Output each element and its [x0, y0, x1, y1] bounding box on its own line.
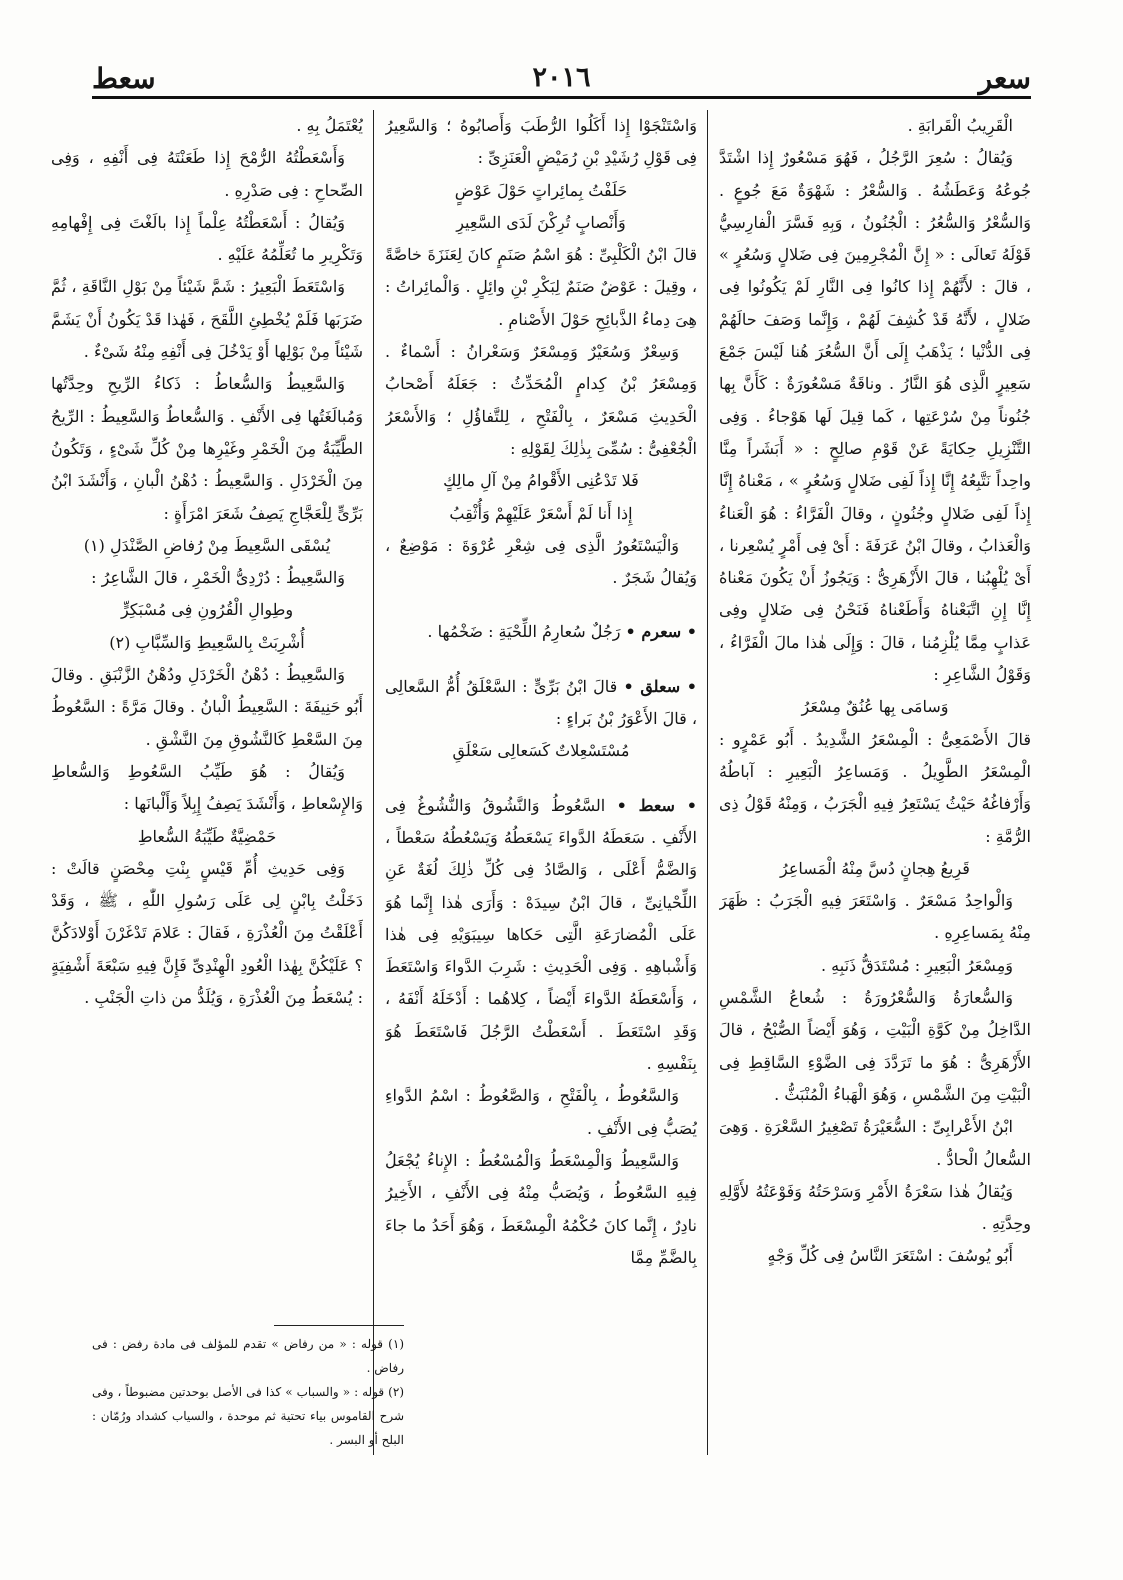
- paragraph: وَالْيَسْتَعُورُ الَّذِى فِى شِعْرِ عُرْوَةَ : مَوْضِعٌ ، وَيُقالُ شَجَرٌ .: [385, 535, 697, 588]
- verse-line: فَلا تَدْعُنِى الأَقْوامُ مِنْ آلِ مالِكٍ: [443, 471, 639, 491]
- paragraph: أَبُو يُوسُفَ : اسْتَعَرَ النَّاسُ فِى كُلِّ وَجْهٍ: [767, 1246, 1013, 1266]
- paragraph: وَالسَّعِيطُ وَالسُّعاطُ : ذَكاءُ الرِّيحِ وحِدَّتُها وَمُبالَغَتُها فِى الأَنْفِ . وَالسُّعاطُ وَالسَّعِيطُ : الرِّيحُ الطَّيِّبَةُ مِنَ الْخَمْرِ وغَيْرِها مِنْ كُلِّ شَىْءٍ ، وَتَكُونُ مِنَ الْخَرْدَلِ . وَالسَّعِيطُ : دُهْنُ الْبانِ ، وَأَنْشَدَ ابْنُ بَرِّىٍّ لِلْعَجَّاجِ يَصِفُ شَعَرَ امْرَأَةٍ :: [51, 374, 363, 523]
- verse-line: وطِوالِ الْقُرُونِ فِى مُسْبَكِرٍّ: [120, 600, 294, 620]
- headword: • سعط •: [616, 795, 697, 815]
- paragraph: وَالسَّعِيطُ : دُرْدِىُّ الْخَمْرِ ، قالَ الشَّاعِرُ :: [91, 568, 345, 588]
- verse-line: حَمْضِيَّةٌ طَيِّبَةُ السُّعاطِ: [137, 826, 277, 846]
- paragraph: وَأَسْعَطْتُهُ الرُّمْحَ إِذا طَعَنْتَهُ فِى أَنْفِهِ ، وَفِى الصِّحاحِ : فِى صَدْرِهِ .: [51, 148, 363, 200]
- entry-text: قالَ ابْنُ بَرِّىٍّ : السَّعْلَقُ أُمُّ السَّعالِى ، قالَ الأَعْوَرُ بْنُ بَراءٍ :: [385, 676, 697, 729]
- paragraph: وَالسُّعارَةُ وَالسُّعْرُورَةُ : شُعاعُ الشَّمْسِ الدَّاخِلُ مِنْ كَوَّةِ الْبَيْتِ ، وَهُوَ أَيْضاً الصُّبْحُ ، قالَ الأَزْهَرِىُّ : هُوَ ما تَرَدَّدَ فِى الضَّوْءِ السَّاقِطِ فِى الْبَيْتِ مِنَ الشَّمْسِ ، وَهُوَ الْهَباءُ الْمُنْبَثُّ .: [719, 988, 1031, 1104]
- paragraph: وَالسَّعِيطُ وَالْمِسْعَطُ وَالْمُسْعُطُ : الإِناءُ يُجْعَلُ فِيهِ السَّعُوطُ ، وَيُصَبُّ مِنْهُ فِى الأَنْفِ ، الأَخِيرُ نادِرٌ ، إِنَّما كانَ حُكْمُهُ الْمِسْعَطَ ، وَهُوَ أَحَدُ ما جاءَ بِالضَّمِّ مِمَّا: [385, 1150, 697, 1267]
- page-number: ٢٠١٦: [532, 62, 591, 93]
- paragraph: قالَ ابْنُ الْكَلْبِىِّ : هُوَ اسْمُ صَنَمٍ كانَ لِعَنَزَةَ خاصَّةً ، وقِيلَ : عَوْضٌ صَنَمٌ لِبَكْرِ بْنِ وائِلٍ . وَالْمائِراتُ : هِىَ دِماءُ الذَّبائِحِ حَوْلَ الأَصْنامِ .: [385, 245, 697, 329]
- verse-line: وَأَنْصابٍ تُرِكْنَ لَدَى السَّعِيرِ: [456, 212, 626, 232]
- entry-text: السَّعُوطُ وَالنَّشُوقُ وَالنُّشُوغُ فِى الأَنْفِ . سَعَطَهُ الدَّواءَ يَسْعَطُهُ وَيَسْعُطُهُ سَعْطاً ، وَالضَّمُّ أَعْلَى ، وَالصَّادُ فِى كُلِّ ذٰلِكَ لُغَةٌ عَنِ اللِّحْيانِىِّ ، قالَ ابْنُ سِيدَهْ : وَأَرَى هٰذا إِنَّما هُوَ عَلَى الْمُضارَعَةِ الَّتِى حَكاها سِيبَوَيْهِ فِى هٰذا وَأَشْباهِهِ . وَفِى الْحَدِيثِ : شَرِبَ الدَّواءَ وَاسْتَعَطَ ، وَأَسْعَطَهُ الدَّواءَ أَيْضاً ، كِلاهُما : أَدْخَلَهُ أَنْفَهُ ، وَقَدِ اسْتَعَطَ . أَسْعَطْتُ الرَّجُلَ فَاسْتَعَطَ هُوَ بِنَفْسِهِ .: [385, 795, 697, 1074]
- paragraph: وَيُقالُ : أَسْعَطْتُهُ عِلْماً إِذا بالَغْتَ فِى إِفْهامِهِ وَتَكْرِيرِ ما تُعَلِّمُهُ عَلَيْهِ .: [51, 212, 363, 265]
- column-right: [719, 110, 1031, 1470]
- paragraph: وَيُقالُ : سُعِرَ الرَّجُلُ ، فَهُوَ مَسْعُورٌ إِذا اشْتَدَّ جُوعُهُ وَعَطَشُهُ . وَالسُّعْرُ : شَهْوَةٌ مَعَ جُوعٍ . وَالسُّعْرُ وَالسُّعُرُ : الْجُنُونُ ، وَبِهِ فَسَّرَ الْفارِسِيُّ قَوْلَهُ تَعالَى : « إِنَّ الْمُجْرِمِينَ فِى ضَلالٍ وَسُعُرٍ » ، قالَ : لأَنَّهُمْ إِذا كانُوا فِى النَّارِ لَمْ يَكُونُوا فِى ضَلالٍ ، لأَنَّهُ قَدْ كُشِفَ لَهُمْ ، وَإِنَّما وَصَفَ حالَهُمْ فِى الدُّنْيا ؛ يَذْهَبُ إِلَى أَنَّ السُّعُرَ هُنا لَيْسَ جَمْعَ سَعِيرٍ الَّذِى هُوَ النَّارُ . وناقَةٌ مَسْعُورَةٌ : كَأَنَّ بِها جُنُوناً مِنْ سُرْعَتِها ، كَما قِيلَ لَها هَوْجاءُ . وَفِى التَّنْزِيلِ حِكايَةً عَنْ قَوْمِ صالِحٍ : « أَبَشَراً مِنَّا واحِداً نَتَّبِعُهُ إِنَّا إِذاً لَفِى ضَلالٍ وَسُعُرٍ » ، مَعْناهُ إِنَّا إِذاً لَفِى ضَلالٍ وجُنُونٍ ، وقالَ الْفَرَّاءُ : هُوَ الْعَناءُ وَالْعَذابُ ، وقالَ ابْنُ عَرَفَةَ : أَىْ فِى أَمْرٍ يُسْعِرنا ، أَىْ يُلْهِبُنا ، قالَ الأَزْهَرِىُّ : وَيَجُوزُ أَنْ يَكُونَ مَعْناهُ إِنَّا إِنِ اتَّبَعْناهُ وَأَطَعْناهُ فَنَحْنُ فِى ضَلالٍ وفِى عَذابٍ مِمَّا يُلْزِمُنا ، قالَ : وَإِلَى هٰذا مالَ الْفَرَّاءُ ، وَقَوْلُ الشَّاعِرِ :: [719, 148, 1031, 685]
- paragraph: يُعْتَمَلُ بِهِ .: [296, 116, 363, 135]
- column-left: [51, 110, 363, 1470]
- text-columns: [51, 110, 1031, 1470]
- verse-line: مُسْتَسْعِلاتٌ كَسَعالِى سَعْلَقِ: [452, 741, 630, 761]
- paragraph: وَيُقالُ هٰذا سَعْرَةُ الأَمْرِ وَسَرْحَتُهُ وَفَوْعَتُهُ لأَوَّلِهِ وحِدَّتِهِ .: [719, 1181, 1031, 1234]
- entry-sarm: [385, 616, 697, 648]
- verse-line: حَلَفْتُ بِمائِراتٍ حَوْلَ عَوْضٍ: [454, 180, 628, 200]
- headword: • سعلق •: [623, 676, 697, 696]
- page-header: [92, 62, 1031, 99]
- verse-line: إِذا أَنا لَمْ أَسْعَرْ عَلَيْهِمْ وَأُثْقِبُ: [449, 503, 633, 523]
- paragraph: وَالسَّعُوطُ ، بِالْفَتْحِ ، وَالصَّعُوطُ : اسْمُ الدَّواءِ يُصَبُّ فِى الأَنْفِ .: [385, 1086, 697, 1138]
- column-divider: [373, 110, 374, 1455]
- paragraph: وَالْواحِدُ مَسْعَرٌ . وَاسْتَعَرَ فِيهِ الْجَرَبُ : ظَهَرَ مِنْهُ بِمَساعِرِهِ .: [719, 891, 1031, 943]
- footnotes: [92, 1325, 404, 1452]
- entry-text: رَجُلٌ سُعارِمُ اللِّحْيَةِ : ضَخْمُها .: [427, 622, 621, 642]
- paragraph: ابْنُ الأَعْرابِىِّ : السُّعَيْرَةُ تَصْغِيرُ السَّعْرَةِ . وَهِىَ السُّعالُ الْحادُّ .: [719, 1117, 1031, 1169]
- paragraph: وَاسْتَنْجَوْا إِذا أَكَلُوا الرُّطَبَ وَأَصابُوهُ ؛ وَالسَّعِيرُ فِى قَوْلِ رُشَيْدِ بْنِ رُمَيْضٍ الْعَنَزِىِّ :: [385, 116, 697, 168]
- entry-salaq: [385, 671, 697, 736]
- paragraph: وَاسْتَعَطَ الْبَعِيرُ : شَمَّ شَيْئاً مِنْ بَوْلِ النَّاقَةِ ، ثُمَّ ضَرَبَها فَلَمْ يُخْطِئِ اللَّقَحَ ، فَهٰذا قَدْ يَكُونُ أَنْ يَشَمَّ شَيْئاً مِنْ بَوْلِها أَوْ يَدْخُلَ فِى أَنْفِهِ مِنْهُ شَىْءٌ .: [51, 277, 363, 362]
- paragraph: وَمِسْعَرُ الْبَعِيرِ : مُسْتَدَقُّ ذَنَبِهِ .: [820, 955, 1013, 975]
- paragraph: وَفِى حَدِيثِ أُمِّ قَيْسٍ بِنْتِ مِحْصَنٍ قالَتْ : دَخَلْتُ بِابْنٍ لِى عَلَى رَسُولِ اللّٰهِ ، ﷺ ، وَقَدْ أَعْلَقْتُ مِنَ الْعُذْرَةِ ، فَقالَ : عَلامَ تَدْغَرْنَ أَوْلادَكُنَّ ؟ عَلَيْكُنَّ بِهٰذا الْعُودِ الْهِنْدِىِّ فَإِنَّ فِيهِ سَبْعَةَ أَشْفِيَةٍ : يُسْعَطُ مِنَ الْعُذْرَةِ ، وَيُلَدُّ من ذاتِ الْجَنْبِ .: [51, 858, 363, 1008]
- header-left-word: سعط: [92, 62, 156, 95]
- verse-line: أُشْرِبَتْ بِالسَّعِيطِ وَالسِّبَّابِ (٢): [109, 632, 305, 652]
- footnote-1: (١) قوله : « من رفاض » تقدم للمؤلف فى مادة رفض : فى رفاض .: [92, 1337, 404, 1375]
- paragraph: الْقَرِيبُ الْقَرابَةِ .: [907, 116, 1013, 135]
- paragraph: وَسِعْرٌ وَسُعَيْرٌ وَمِسْعَرٌ وَسَعْرانُ : أَسْماءٌ . وَمِسْعَرُ بْنُ كِدامٍ الْمُحَدِّثُ : جَعَلَهُ أَصْحابُ الْحَدِيثِ مَسْعَرٌ ، بِالْفَتْحِ ، لِلتَّفاؤُلِ ؛ وَالأَسْعَرُ الْجُعْفِىُّ : سُمِّىَ بِذٰلِكَ لِقَوْلِهِ :: [385, 342, 697, 458]
- header-right-word: سعر: [978, 62, 1031, 95]
- verse-line: يُسْقَى السَّعِيطَ مِنْ رُفاضِ الصَّنْدَلِ (١): [83, 535, 331, 555]
- headword: • سعرم •: [625, 622, 697, 642]
- verse-line: قَرِيعُ هِجانٍ دُسَّ مِنْهُ الْمَساعِرُ: [780, 858, 970, 878]
- paragraph: وَالسَّعِيطُ : دُهْنُ الْخَرْدَلِ ودُهْنُ الزَّنْبَقِ . وقالَ أَبُو حَنِيفَةَ : السَّعِيطُ الْبانُ . وقالَ مَرَّةً : السَّعُوطُ مِنَ السَّعْطِ كَالنَّشُوقِ مِنَ النَّشْقِ .: [51, 665, 363, 749]
- paragraph: قالَ الأَصْمَعِىُّ : الْمِسْعَرُ الشَّدِيدُ . أَبُو عَمْرٍو : الْمِسْعَرُ الطَّوِيلُ . وَمَساعِرُ الْبَعِيرِ : آباطُهُ وَأَرْفاغُهُ حَيْثُ يَسْتَعِرُ فِيهِ الْجَرَبُ ، وَمِنْهُ قَوْلُ ذِى الرُّمَّةِ :: [719, 729, 1031, 846]
- footnote-rule: [274, 1325, 404, 1326]
- column-middle: [385, 110, 697, 1470]
- column-divider: [707, 110, 708, 1455]
- verse-line: وَسامَى بِها عُنُقٌ مِسْعَرُ: [801, 697, 949, 717]
- entry-saat: [385, 790, 697, 1081]
- paragraph: وَيُقالُ : هُوَ طَيِّبُ السَّعُوطِ وَالسُّعاطِ وَالإِسْعاطِ ، وَأَنْشَدَ يَصِفُ إِبِلاً وَأَلْبانَها :: [51, 761, 363, 814]
- footnote-2: (٢) قوله : « والسباب » كذا فى الأصل بوحدتين مضبوطاً ، وفى شرح القاموس بياء تحتية ثم موحدة ، والسياب كشداد ورُمّان : البلح أو البسر .: [92, 1385, 404, 1447]
